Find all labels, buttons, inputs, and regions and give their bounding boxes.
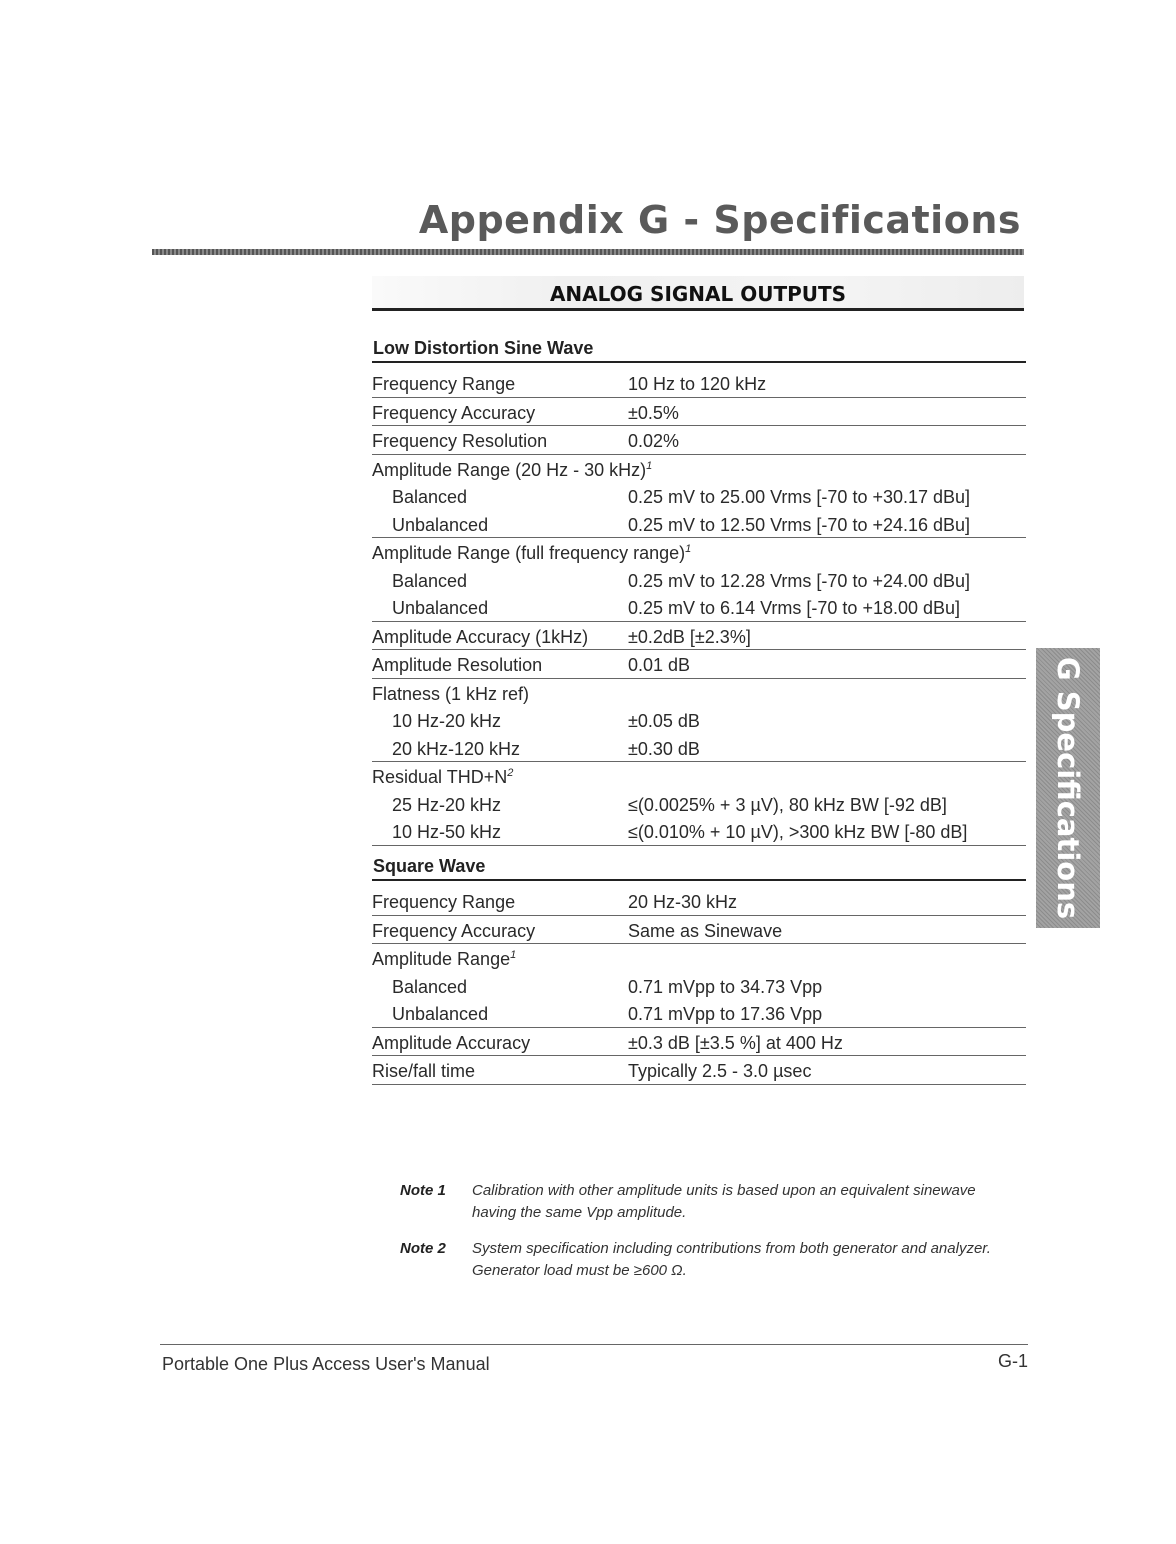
spec-row [372, 762, 1026, 790]
footer-page-number: G-1 [997, 1351, 1028, 1371]
spec-value: 0.25 mV to 6.14 Vrms [-70 to +18.00 dBu] [628, 598, 961, 618]
sine-wave-specs [372, 333, 1026, 846]
spec-label: Amplitude Range (full frequency range)$^1$ [372, 543, 692, 563]
spec-label: Amplitude Accuracy (1kHz) [372, 626, 589, 647]
spec-label: 10 Hz-20 kHz [392, 711, 502, 731]
spec-label: 25 Hz-20 kHz [392, 794, 502, 815]
spec-row [372, 650, 1026, 679]
spec-value: 10 Hz to 120 kHz [628, 374, 767, 394]
spec-row [372, 510, 1026, 539]
spec-label: Frequency Range [372, 374, 516, 394]
note-label: Note 1 [400, 1182, 446, 1199]
spec-label: 20 kHz-120 kHz [392, 738, 521, 759]
spec-value [628, 538, 1026, 566]
footer-rule [160, 1344, 1028, 1345]
spec-label: Amplitude Range$^1$ [372, 949, 517, 969]
footnote-ref: 1 [685, 543, 692, 555]
spec-label: Balanced [392, 976, 468, 997]
spec-label: Balanced [392, 487, 468, 507]
spec-label: Frequency Accuracy [372, 920, 536, 941]
spec-value: ±0.2dB [±2.3%] [628, 626, 751, 647]
spec-row [372, 538, 1026, 566]
spec-row [372, 426, 1026, 455]
spec-row [372, 593, 1026, 622]
note-text: System specification including contributions from both generator and analyzer. Generator load must be ≥600 Ω. [472, 1240, 991, 1279]
spec-value: ±0.3 dB [±3.5 %] at 400 Hz [628, 1032, 843, 1053]
spec-label: Balanced [392, 570, 468, 591]
spec-row [372, 790, 1026, 818]
sine-wave-heading: Low Distortion Sine Wave [372, 333, 1026, 363]
spec-value: ±0.05 dB [628, 711, 700, 731]
spec-row [372, 944, 1026, 972]
footnote-ref: 1 [646, 459, 653, 472]
footer-manual-title: Portable One Plus Access User's Manual [162, 1354, 490, 1374]
spec-row [372, 455, 1026, 483]
notes [400, 1180, 1020, 1296]
spec-label: Amplitude Accuracy [372, 1032, 531, 1053]
title-rule [152, 249, 1024, 255]
spec-value: 0.71 mVpp to 34.73 Vpp [628, 976, 823, 997]
spec-value: ≤(0.010% + 10 µV), >300 kHz BW [-80 dB] [628, 822, 968, 842]
spec-row [372, 1028, 1026, 1057]
note-1 [400, 1180, 1020, 1224]
spec-row [372, 916, 1026, 945]
spec-label: Flatness (1 kHz ref) [372, 683, 530, 704]
spec-value: 0.25 mV to 25.00 Vrms [-70 to +30.17 dBu] [628, 487, 971, 507]
spec-label: 10 Hz-50 kHz [392, 822, 502, 842]
spec-value: 20 Hz-30 kHz [628, 892, 738, 912]
spec-row [372, 679, 1026, 707]
spec-label: Unbalanced [392, 1004, 489, 1024]
note-text: Calibration with other amplitude units is based upon an equivalent sinewave having the same Vpp amplitude. [472, 1182, 976, 1221]
spec-row [372, 482, 1026, 510]
spec-row [372, 817, 1026, 846]
spec-row [372, 734, 1026, 763]
spec-value [628, 455, 1026, 483]
spec-value [628, 944, 1026, 972]
spec-value: 0.71 mVpp to 17.36 Vpp [628, 1004, 823, 1024]
spec-value: ±0.30 dB [628, 738, 700, 759]
spec-value: ±0.5% [628, 402, 679, 423]
spec-label: Rise/fall time [372, 1061, 476, 1081]
spec-value [628, 762, 1026, 790]
spec-row [372, 1056, 1026, 1085]
spec-row [372, 887, 1026, 916]
square-wave-specs [372, 851, 1026, 1085]
section-tab-label: G Specifications [1051, 656, 1085, 920]
spec-label: Frequency Resolution [372, 431, 548, 451]
spec-row [372, 972, 1026, 1000]
spec-row [372, 369, 1026, 398]
section-tab [1036, 648, 1100, 928]
spec-row [372, 999, 1026, 1028]
spec-value [628, 679, 1026, 707]
spec-row [372, 566, 1026, 594]
spec-label: Frequency Accuracy [372, 402, 536, 423]
spec-label: Amplitude Resolution [372, 655, 543, 675]
spec-label: Unbalanced [392, 598, 489, 618]
spec-value: Typically 2.5 - 3.0 µsec [628, 1061, 812, 1081]
spec-label: Unbalanced [392, 514, 489, 535]
square-wave-heading: Square Wave [372, 851, 1026, 881]
spec-value: 0.02% [628, 431, 680, 451]
spec-row [372, 398, 1026, 427]
spec-value: Same as Sinewave [628, 920, 783, 941]
spec-label: Amplitude Range (20 Hz - 30 kHz)$^1$ [372, 459, 653, 480]
footnote-ref: 2 [507, 767, 514, 779]
spec-label: Residual $THD+N^2$ [372, 767, 514, 787]
section-band [372, 276, 1024, 310]
spec-label: Frequency Range [372, 892, 516, 912]
spec-value: ≤(0.0025% + 3 µV), 80 kHz BW [-92 dB] [628, 794, 947, 815]
spec-row [372, 706, 1026, 734]
footnote-ref: 1 [510, 949, 517, 961]
note-label: Note 2 [400, 1240, 446, 1257]
page-title: Appendix G - Specifications [418, 198, 1021, 242]
spec-value: 0.25 mV to 12.28 Vrms [-70 to +24.00 dBu] [628, 570, 971, 591]
spec-row [372, 622, 1026, 651]
spec-value: 0.25 mV to 12.50 Vrms [-70 to +24.16 dBu] [628, 514, 971, 535]
section-title: ANALOG SIGNAL OUTPUTS [549, 282, 847, 306]
note-2 [400, 1238, 1020, 1282]
spec-value: 0.01 dB [628, 655, 691, 675]
section-rule [372, 308, 1024, 311]
